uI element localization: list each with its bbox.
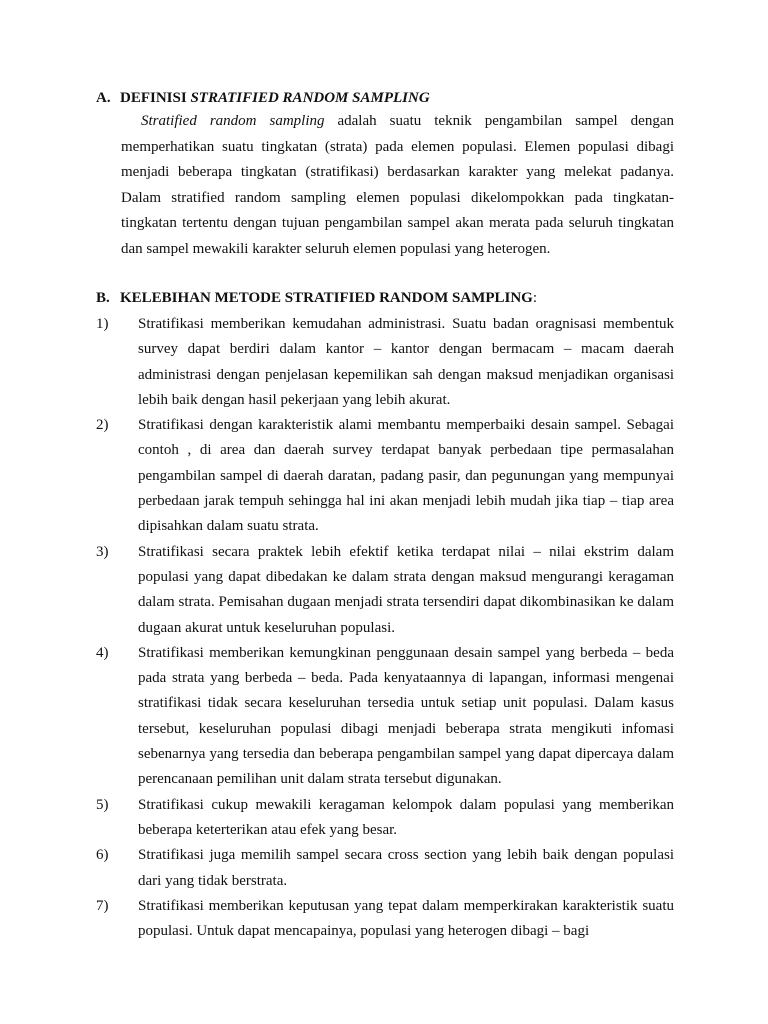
advantages-list	[96, 312, 674, 944]
section-b-heading-suffix: :	[532, 290, 538, 306]
list-item-text: Stratifikasi memberikan kemudahan administrasi. Suatu badan oragnisasi membentuk survey dapat berdiri dalam kantor – kantor dengan bermacam – macam daerah administrasi dengan penjelasan kepemilikan sah dengan maksud menjadikan organisasi lebih baik dengan hasil pekerjaan yang lebih akurat.	[138, 316, 674, 408]
list-item	[96, 843, 674, 894]
list-item-text: Stratifikasi memberikan kemungkinan penggunaan desain sampel yang berbeda – beda pada strata yang berbeda – beda. Pada kenyataannya di lapangan, informasi mengenai stratifikasi tidak secara keseluruhan tersedia untuk setiap unit populasi. Dalam kasus tersebut, keseluruhan populasi dibagi menjadi beberapa strata mengikuti infomasi sebenarnya yang tersedia dan beberapa pengambilan sampel yang dapat dipercaya dalam perencanaan pemilihan unit dalam strata tersebut digunakan.	[138, 644, 674, 788]
section-b-heading	[96, 288, 537, 308]
list-item	[96, 312, 674, 413]
list-item	[96, 413, 674, 539]
section-a-para-rest: adalah suatu teknik pengambilan sampel dengan memperhatikan suatu tingkatan (strata) pada elemen populasi. Elemen populasi dibagi menjadi beberapa tingkatan (stratifikasi) berdasarkan karakter yang melekat padanya. Dalam stratified random sampling elemen populasi dikelompokkan pada tingkatan-tingkatan tertentu dengan tujuan pengambilan sampel akan merata pada seluruh tingkatan dan sampel mewakili karakter seluruh elemen populasi yang heterogen.	[121, 113, 674, 257]
list-item-text: Stratifikasi memberikan keputusan yang tepat dalam memperkirakan karakteristik suatu populasi. Untuk dapat mencapainya, populasi yang heterogen dibagi – bagi	[138, 897, 674, 940]
list-item-number: 1)	[96, 316, 109, 332]
list-item-number: 5)	[96, 796, 109, 813]
section-b-letter: B.	[96, 290, 110, 306]
list-item	[96, 540, 674, 641]
section-a-letter: A.	[96, 90, 111, 106]
list-item-text: Stratifikasi dengan karakteristik alami membantu memperbaiki desain sampel. Sebagai contoh , di area dan daerah survey terdapat banyak perbedaan tipe permasalahan pengambilan sampel di daerah daratan, padang pasir, dan pegunungan yang mempunyai perbedaan jarak tempuh sehingga hal ini akan menjadi lebih mudah jika tiap – tiap area dipisahkan dalam suatu strata.	[138, 417, 674, 535]
list-item	[96, 641, 674, 793]
list-item-number: 3)	[96, 543, 109, 560]
list-item	[96, 793, 674, 844]
section-a-heading-plain: DEFINISI	[120, 90, 191, 106]
list-item	[96, 894, 674, 945]
list-item-text: Stratifikasi secara praktek lebih efektif ketika terdapat nilai – nilai ekstrim dalam populasi yang dapat dibedakan ke dalam strata dengan maksud mengurangi keragaman dalam strata. Pemisahan dugaan menjadi strata tersendiri dapat dikombinasikan ke dalam dugaan akurat untuk keseluruhan populasi.	[138, 543, 674, 636]
list-item-text: Stratifikasi juga memilih sampel secara cross section yang lebih baik dengan populasi dari yang tidak berstrata.	[138, 847, 674, 889]
section-a-paragraph	[121, 109, 674, 262]
section-a-para-italic: Stratified random sampling	[141, 113, 325, 129]
list-item-number: 7)	[96, 897, 109, 914]
list-item-text: Stratifikasi cukup mewakili keragaman kelompok dalam populasi yang memberikan beberapa keterterikan atau efek yang besar.	[138, 796, 674, 838]
list-item-number: 6)	[96, 847, 109, 864]
list-item-number: 2)	[96, 417, 109, 434]
section-a-heading	[96, 88, 430, 108]
section-b-heading-text: KELEBIHAN METODE STRATIFIED RANDOM SAMPLING	[120, 290, 533, 306]
section-a-heading-italic: STRATIFIED RANDOM SAMPLING	[190, 90, 430, 106]
list-item-number: 4)	[96, 644, 109, 661]
